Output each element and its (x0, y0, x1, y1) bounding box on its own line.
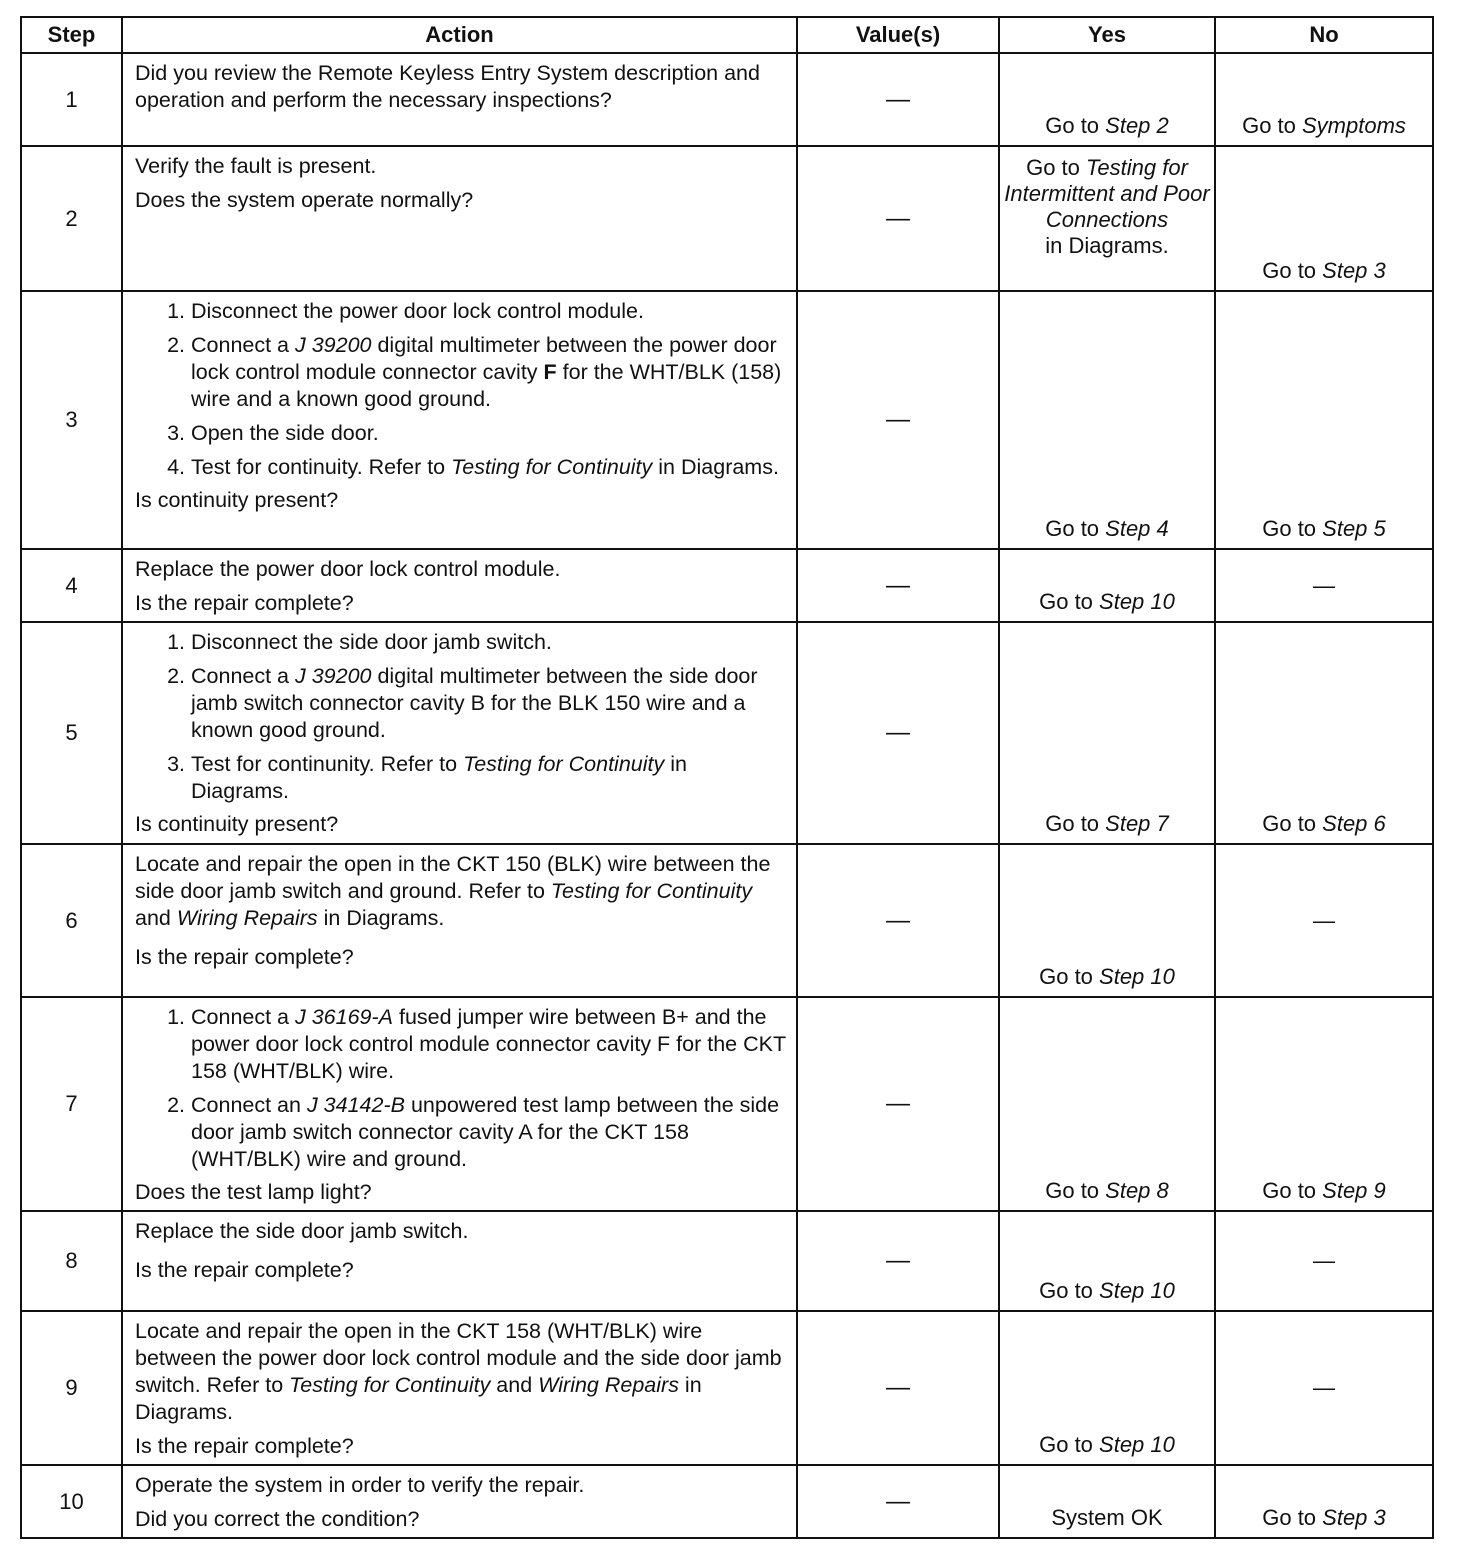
no-cell (1215, 291, 1433, 549)
no-goto: Go to Step 5 (1262, 516, 1386, 541)
diagnostic-table (20, 16, 1434, 1539)
header-yes: Yes (999, 17, 1215, 53)
header-step: Step (21, 17, 122, 53)
action-steps-list (135, 629, 786, 805)
action-text: Locate and repair the open in the CKT 158 (WHT/BLK) wire between the power door lock control module and the side door jamb switch. Refer to Testing for Continuity and Wiring Repairs in Diagrams. (135, 1319, 782, 1424)
list-item: 4. Test for continuity. Refer to Testing for Continuity in Diagrams. (191, 454, 786, 481)
no-cell (1215, 1311, 1433, 1465)
list-item: 2. Connect a J 39200 digital multimeter between the power door lock control module connector cavity F for the WHT/BLK (158) wire and a known good ground. (191, 332, 786, 413)
action-question: Did you correct the condition? (135, 1507, 420, 1531)
table-row (21, 997, 1433, 1211)
step-ref: Step 6 (1322, 811, 1386, 836)
yes-goto: Go to Testing for Intermittent and Poor Connections in Diagrams. (1004, 155, 1210, 258)
action-cell (122, 53, 797, 146)
action-question: Is the repair complete? (135, 1434, 354, 1458)
action-steps-list (135, 298, 786, 481)
step-ref: Step 3 (1322, 258, 1386, 283)
no-cell (1215, 1465, 1433, 1538)
action-cell (122, 146, 797, 291)
yes-goto: Go to Step 10 (1039, 589, 1175, 614)
no-goto: Go to Step 9 (1262, 1178, 1386, 1203)
value-cell: — (797, 1211, 999, 1311)
step-ref: Step 2 (1105, 113, 1169, 138)
yes-cell (999, 549, 1215, 622)
yes-cell (999, 53, 1215, 146)
value-cell: — (797, 53, 999, 146)
step-number: 5 (21, 622, 122, 844)
yes-cell (999, 1311, 1215, 1465)
value-cell: — (797, 844, 999, 997)
no-dash: — (1313, 907, 1335, 933)
action-question: Does the system operate normally? (135, 188, 474, 212)
diagram-ref: Testing for Intermittent and Poor Connections (1004, 155, 1210, 232)
step-ref: Step 5 (1322, 516, 1386, 541)
table-row (21, 844, 1433, 997)
list-item: 2. Connect an J 34142-B unpowered test lamp between the side door jamb switch connector cavity A for the CKT 158 (WHT/BLK) wire and ground. (191, 1092, 786, 1173)
no-cell (1215, 622, 1433, 844)
header-values: Value(s) (797, 17, 999, 53)
list-item: 3. Test for continunity. Refer to Testing for Continuity in Diagrams. (191, 751, 786, 805)
action-cell (122, 997, 797, 1211)
action-cell (122, 844, 797, 997)
yes-goto: Go to Step 10 (1039, 964, 1175, 989)
system-ok-text: System OK (1051, 1505, 1163, 1530)
list-item: 3. Open the side door. (191, 420, 786, 447)
yes-goto: Go to Step 2 (1045, 113, 1169, 138)
yes-goto: Go to Step 4 (1045, 516, 1169, 541)
symptoms-ref: Symptoms (1302, 113, 1406, 138)
step-ref: Step 4 (1105, 516, 1169, 541)
no-cell (1215, 1211, 1433, 1311)
no-goto: Go to Step 6 (1262, 811, 1386, 836)
action-cell (122, 549, 797, 622)
action-text: Replace the power door lock control module. (135, 557, 561, 581)
action-question: Is the repair complete? (135, 591, 354, 615)
value-cell: — (797, 622, 999, 844)
action-steps-list (135, 1004, 786, 1173)
action-text: Replace the side door jamb switch. (135, 1219, 469, 1243)
yes-cell (999, 844, 1215, 997)
no-cell (1215, 997, 1433, 1211)
no-cell (1215, 844, 1433, 997)
table-row (21, 53, 1433, 146)
no-dash: — (1313, 1375, 1335, 1400)
action-text: Locate and repair the open in the CKT 150 (BLK) wire between the side door jamb switch and ground. Refer to Testing for Continuity and Wiring Repairs in Diagrams. (135, 852, 771, 930)
step-ref: Step 7 (1105, 811, 1169, 836)
value-cell: — (797, 291, 999, 549)
step-ref: Step 8 (1105, 1178, 1169, 1203)
action-text: Operate the system in order to verify the repair. (135, 1473, 585, 1497)
value-cell: — (797, 146, 999, 291)
yes-goto: Go to Step 8 (1045, 1178, 1169, 1203)
yes-cell (999, 622, 1215, 844)
step-ref: Step 10 (1099, 1432, 1175, 1457)
step-number: 10 (21, 1465, 122, 1538)
yes-cell (999, 997, 1215, 1211)
action-cell (122, 622, 797, 844)
action-question: Is continuity present? (135, 488, 339, 512)
yes-goto: Go to Step 7 (1045, 811, 1169, 836)
action-cell (122, 1465, 797, 1538)
step-number: 4 (21, 549, 122, 622)
step-ref: Step 10 (1099, 964, 1175, 989)
list-item: 1. Connect a J 36169-A fused jumper wire between B+ and the power door lock control module connector cavity F for the CKT 158 (WHT/BLK) wire. (191, 1004, 786, 1085)
table-row (21, 1211, 1433, 1311)
no-dash: — (1313, 1248, 1335, 1273)
step-ref: Step 10 (1099, 589, 1175, 614)
header-action: Action (122, 17, 797, 53)
table-row (21, 622, 1433, 844)
no-cell (1215, 146, 1433, 291)
no-cell (1215, 53, 1433, 146)
step-ref: Step 10 (1099, 1278, 1175, 1303)
yes-goto: Go to Step 10 (1039, 1278, 1175, 1303)
step-number: 2 (21, 146, 122, 291)
header-row (21, 17, 1433, 53)
no-goto: Go to Symptoms (1242, 113, 1406, 138)
value-cell: — (797, 549, 999, 622)
yes-cell (999, 1211, 1215, 1311)
table-row (21, 146, 1433, 291)
action-cell (122, 1311, 797, 1465)
list-item: 1. Disconnect the power door lock control module. (191, 298, 786, 325)
list-item: 2. Connect a J 39200 digital multimeter between the side door jamb switch connector cavity B for the BLK 150 wire and a known good ground. (191, 663, 786, 744)
no-cell (1215, 549, 1433, 622)
table-row (21, 549, 1433, 622)
step-ref: Step 3 (1322, 1505, 1386, 1530)
value-cell: — (797, 1465, 999, 1538)
yes-cell (999, 291, 1215, 549)
yes-goto: Go to Step 10 (1039, 1432, 1175, 1457)
step-number: 3 (21, 291, 122, 549)
list-item: 1. Disconnect the side door jamb switch. (191, 629, 786, 656)
no-goto: Go to Step 3 (1262, 1505, 1386, 1530)
yes-cell (999, 146, 1215, 291)
no-goto: Go to Step 3 (1262, 258, 1386, 283)
step-number: 8 (21, 1211, 122, 1311)
step-number: 6 (21, 844, 122, 997)
table-row (21, 1465, 1433, 1538)
step-number: 7 (21, 997, 122, 1211)
action-question: Is continuity present? (135, 812, 339, 836)
step-number: 1 (21, 53, 122, 146)
action-cell (122, 1211, 797, 1311)
header-no: No (1215, 17, 1433, 53)
value-cell: — (797, 1311, 999, 1465)
action-text: Did you review the Remote Keyless Entry System description and operation and perform the necessary inspections? (135, 61, 760, 112)
action-cell (122, 291, 797, 549)
action-question: Does the test lamp light? (135, 1180, 372, 1204)
action-text: Verify the fault is present. (135, 154, 377, 178)
no-dash: — (1313, 572, 1335, 598)
table-row (21, 291, 1433, 549)
yes-cell (999, 1465, 1215, 1538)
step-number: 9 (21, 1311, 122, 1465)
step-ref: Step 9 (1322, 1178, 1386, 1203)
value-cell: — (797, 997, 999, 1211)
table-row (21, 1311, 1433, 1465)
action-question: Is the repair complete? (135, 945, 354, 969)
action-question: Is the repair complete? (135, 1258, 354, 1282)
